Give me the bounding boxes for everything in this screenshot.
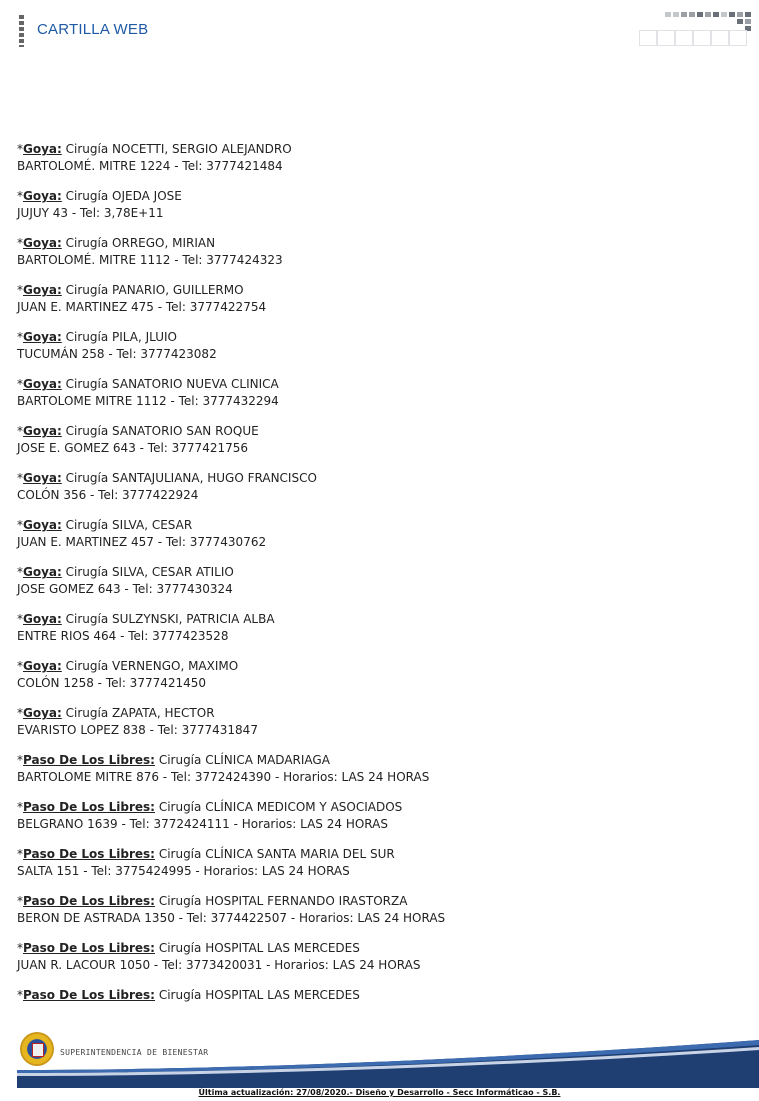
specialty-label: Cirugía: [65, 236, 109, 250]
provider-heading-line: [17, 376, 737, 393]
specialty-label: Cirugía: [65, 283, 109, 297]
provider-address-phone: BERON DE ASTRADA 1350 - Tel: 3774422507 - Horarios: LAS 24 HORAS: [17, 911, 446, 925]
list-item: [17, 987, 737, 1004]
specialty-label: Cirugía: [65, 424, 109, 438]
location-label: Goya:: [23, 330, 62, 344]
specialty-label: Cirugía: [65, 330, 109, 344]
provider-address-phone: JOSE GOMEZ 643 - Tel: 3777430324: [17, 582, 233, 596]
provider-heading-line: [17, 987, 737, 1004]
provider-address-phone: TUCUMÁN 258 - Tel: 3777423082: [17, 347, 217, 361]
list-item: [17, 799, 737, 833]
provider-heading-line: [17, 564, 737, 581]
organization-name: SUPERINTENDENCIA DE BIENESTAR: [60, 1048, 209, 1057]
specialty-label: Cirugía: [65, 612, 109, 626]
provider-name: HOSPITAL LAS MERCEDES: [205, 941, 360, 955]
location-label: Goya:: [23, 471, 62, 485]
location-label: Goya:: [23, 189, 62, 203]
bullet-asterisk: *: [17, 189, 23, 203]
bullet-asterisk: *: [17, 988, 23, 1002]
organization-seal-logo: [20, 1032, 54, 1066]
bullet-asterisk: *: [17, 894, 23, 908]
provider-address-phone: COLÓN 356 - Tel: 3777422924: [17, 488, 199, 502]
specialty-label: Cirugía: [158, 988, 202, 1002]
location-label: Paso De Los Libres:: [23, 894, 155, 908]
list-item: [17, 141, 737, 175]
provider-address-phone: JUAN E. MARTINEZ 457 - Tel: 3777430762: [17, 535, 267, 549]
provider-address-phone: JUAN R. LACOUR 1050 - Tel: 3773420031 - Horarios: LAS 24 HORAS: [17, 958, 421, 972]
provider-name: VERNENGO, MAXIMO: [112, 659, 239, 673]
list-item: [17, 658, 737, 692]
provider-heading-line: [17, 141, 737, 158]
specialty-label: Cirugía: [158, 800, 202, 814]
provider-address-phone: EVARISTO LOPEZ 838 - Tel: 3777431847: [17, 723, 258, 737]
provider-name: NOCETTI, SERGIO ALEJANDRO: [112, 142, 292, 156]
bullet-asterisk: *: [17, 706, 23, 720]
provider-heading-line: [17, 329, 737, 346]
provider-address-phone: BARTOLOMÉ. MITRE 1224 - Tel: 3777421484: [17, 159, 283, 173]
header-mosaic-decoration: [637, 12, 759, 46]
specialty-label: Cirugía: [65, 659, 109, 673]
location-label: Paso De Los Libres:: [23, 847, 155, 861]
list-item: [17, 423, 737, 457]
provider-name: SANATORIO SAN ROQUE: [112, 424, 259, 438]
location-label: Goya:: [23, 377, 62, 391]
provider-address-phone: JOSE E. GOMEZ 643 - Tel: 3777421756: [17, 441, 248, 455]
header-accent-bar: [19, 15, 24, 47]
provider-address-phone: BELGRANO 1639 - Tel: 3772424111 - Horarios: LAS 24 HORAS: [17, 817, 388, 831]
provider-name: OJEDA JOSE: [112, 189, 182, 203]
provider-heading-line: [17, 423, 737, 440]
location-label: Goya:: [23, 518, 62, 532]
provider-heading-line: [17, 940, 737, 957]
provider-name: ORREGO, MIRIAN: [112, 236, 216, 250]
specialty-label: Cirugía: [65, 189, 109, 203]
list-item: [17, 752, 737, 786]
location-label: Goya:: [23, 612, 62, 626]
location-label: Paso De Los Libres:: [23, 941, 155, 955]
specialty-label: Cirugía: [65, 565, 109, 579]
provider-name: CLÍNICA MEDICOM Y ASOCIADOS: [205, 800, 403, 814]
list-item: [17, 705, 737, 739]
specialty-label: Cirugía: [158, 941, 202, 955]
provider-heading-line: [17, 470, 737, 487]
list-item: [17, 940, 737, 974]
provider-list: [17, 141, 737, 1017]
specialty-label: Cirugía: [65, 518, 109, 532]
location-label: Goya:: [23, 706, 62, 720]
list-item: [17, 564, 737, 598]
footer-banner: [17, 1030, 759, 1088]
location-label: Goya:: [23, 424, 62, 438]
bullet-asterisk: *: [17, 659, 23, 673]
provider-address-phone: JUJUY 43 - Tel: 3,78E+11: [17, 206, 164, 220]
provider-heading-line: [17, 188, 737, 205]
specialty-label: Cirugía: [65, 142, 109, 156]
provider-name: CLÍNICA SANTA MARIA DEL SUR: [205, 847, 395, 861]
bullet-asterisk: *: [17, 941, 23, 955]
specialty-label: Cirugía: [65, 377, 109, 391]
location-label: Goya:: [23, 142, 62, 156]
list-item: [17, 893, 737, 927]
provider-name: SILVA, CESAR ATILIO: [112, 565, 234, 579]
specialty-label: Cirugía: [158, 753, 202, 767]
list-item: [17, 611, 737, 645]
location-label: Goya:: [23, 659, 62, 673]
provider-address-phone: BARTOLOME MITRE 1112 - Tel: 3777432294: [17, 394, 279, 408]
bullet-asterisk: *: [17, 565, 23, 579]
location-label: Paso De Los Libres:: [23, 988, 155, 1002]
bullet-asterisk: *: [17, 800, 23, 814]
page-title: CARTILLA WEB: [37, 21, 149, 38]
provider-heading-line: [17, 235, 737, 252]
provider-name: CLÍNICA MADARIAGA: [205, 753, 330, 767]
provider-address-phone: BARTOLOMÉ. MITRE 1112 - Tel: 3777424323: [17, 253, 283, 267]
provider-heading-line: [17, 611, 737, 628]
provider-heading-line: [17, 658, 737, 675]
location-label: Paso De Los Libres:: [23, 800, 155, 814]
location-label: Goya:: [23, 565, 62, 579]
specialty-label: Cirugía: [158, 847, 202, 861]
provider-address-phone: SALTA 151 - Tel: 3775424995 - Horarios: LAS 24 HORAS: [17, 864, 350, 878]
provider-heading-line: [17, 799, 737, 816]
last-update-note: Última actualización: 27/08/2020.- Diseño y Desarrollo - Secc Informáticao - S.B.: [198, 1088, 561, 1097]
provider-name: SILVA, CESAR: [112, 518, 193, 532]
provider-heading-line: [17, 282, 737, 299]
list-item: [17, 470, 737, 504]
bullet-asterisk: *: [17, 471, 23, 485]
provider-address-phone: JUAN E. MARTINEZ 475 - Tel: 3777422754: [17, 300, 267, 314]
bullet-asterisk: *: [17, 377, 23, 391]
bullet-asterisk: *: [17, 612, 23, 626]
provider-heading-line: [17, 846, 737, 863]
list-item: [17, 517, 737, 551]
provider-address-phone: BARTOLOME MITRE 876 - Tel: 3772424390 - Horarios: LAS 24 HORAS: [17, 770, 430, 784]
specialty-label: Cirugía: [65, 471, 109, 485]
provider-name: PANARIO, GUILLERMO: [112, 283, 244, 297]
list-item: [17, 235, 737, 269]
bullet-asterisk: *: [17, 236, 23, 250]
bullet-asterisk: *: [17, 283, 23, 297]
specialty-label: Cirugía: [158, 894, 202, 908]
provider-name: ZAPATA, HECTOR: [112, 706, 215, 720]
list-item: [17, 846, 737, 880]
bullet-asterisk: *: [17, 847, 23, 861]
list-item: [17, 282, 737, 316]
list-item: [17, 188, 737, 222]
provider-name: PILA, JLUIO: [112, 330, 177, 344]
location-label: Paso De Los Libres:: [23, 753, 155, 767]
list-item: [17, 329, 737, 363]
provider-name: SULZYNSKI, PATRICIA ALBA: [112, 612, 275, 626]
location-label: Goya:: [23, 236, 62, 250]
footer-wave-decoration: [17, 1030, 759, 1088]
bullet-asterisk: *: [17, 330, 23, 344]
specialty-label: Cirugía: [65, 706, 109, 720]
list-item: [17, 376, 737, 410]
provider-heading-line: [17, 752, 737, 769]
provider-heading-line: [17, 893, 737, 910]
provider-name: HOSPITAL LAS MERCEDES: [205, 988, 360, 1002]
bullet-asterisk: *: [17, 424, 23, 438]
provider-name: SANATORIO NUEVA CLINICA: [112, 377, 279, 391]
location-label: Goya:: [23, 283, 62, 297]
bullet-asterisk: *: [17, 518, 23, 532]
bullet-asterisk: *: [17, 753, 23, 767]
provider-name: HOSPITAL FERNANDO IRASTORZA: [205, 894, 408, 908]
bullet-asterisk: *: [17, 142, 23, 156]
provider-heading-line: [17, 705, 737, 722]
provider-address-phone: ENTRE RIOS 464 - Tel: 3777423528: [17, 629, 229, 643]
provider-name: SANTAJULIANA, HUGO FRANCISCO: [112, 471, 317, 485]
provider-address-phone: COLÓN 1258 - Tel: 3777421450: [17, 676, 207, 690]
provider-heading-line: [17, 517, 737, 534]
